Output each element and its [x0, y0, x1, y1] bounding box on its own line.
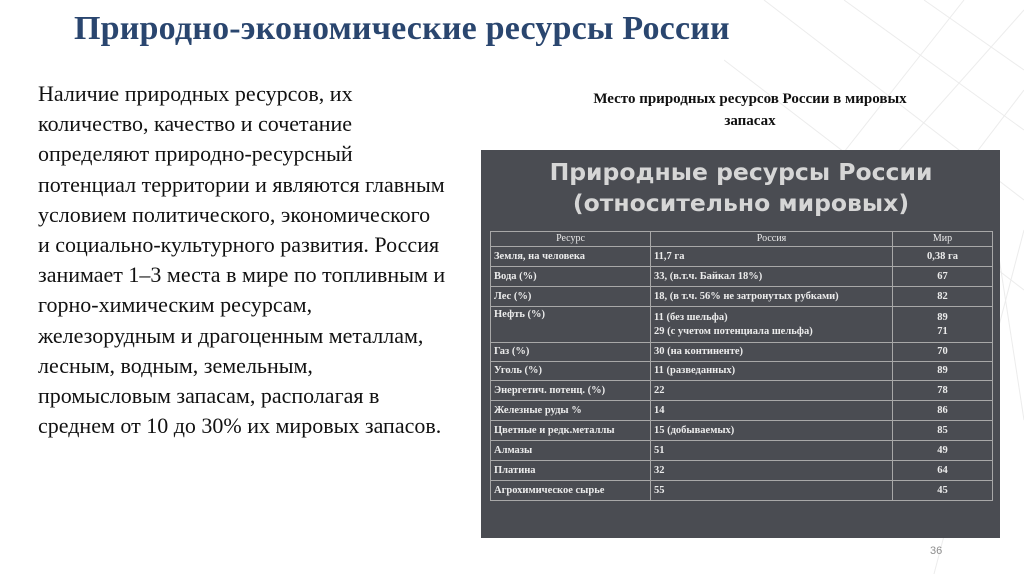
table-caption: Место природных ресурсов России в мировых запасах: [593, 91, 907, 129]
cell-resource: Агрохимическое сырье: [491, 481, 651, 501]
cell-resource: Платина: [491, 461, 651, 481]
table-row: [491, 287, 993, 307]
cell-resource: Энергетич. потенц. (%): [491, 381, 651, 401]
cell-resource: Газ (%): [491, 343, 651, 362]
cell-world: 64: [893, 461, 993, 481]
cell-world: 67: [893, 267, 993, 287]
table-row: [491, 461, 993, 481]
cell-russia: 11,7 га: [651, 247, 893, 267]
table-row: [491, 307, 993, 343]
cell-russia: 15 (добываемых): [651, 421, 893, 441]
cell-world: 78: [893, 381, 993, 401]
resource-table: [490, 231, 993, 501]
cell-resource: Нефть (%): [491, 307, 651, 343]
table-row: [491, 267, 993, 287]
table-heading-line2: (относительно мировых): [572, 189, 910, 217]
cell-world: 85: [893, 421, 993, 441]
cell-world: 49: [893, 441, 993, 461]
cell-world: 89: [893, 362, 993, 381]
table-row: [491, 381, 993, 401]
column-header-world: Мир: [893, 232, 993, 247]
cell-world-line1: 89: [937, 311, 948, 323]
cell-russia: 11 (разведанных): [651, 362, 893, 381]
table-row: [491, 401, 993, 421]
table-heading-line1: Природные ресурсы России: [549, 158, 933, 186]
cell-russia: 30 (на континенте): [651, 343, 893, 362]
table-row: [491, 441, 993, 461]
cell-russia: 51: [651, 441, 893, 461]
cell-russia: 32: [651, 461, 893, 481]
cell-russia-line1: 11 (без шельфа): [654, 311, 728, 323]
resource-table-panel: [481, 150, 1000, 538]
cell-russia-line2: 29 (с учетом потенциала шельфа): [654, 325, 813, 337]
page-number: 36: [930, 545, 943, 557]
table-row: [491, 421, 993, 441]
cell-russia: 22: [651, 381, 893, 401]
cell-resource: Железные руды %: [491, 401, 651, 421]
table-row: [491, 247, 993, 267]
cell-world: 0,38 га: [893, 247, 993, 267]
cell-resource: Вода (%): [491, 267, 651, 287]
table-row: [491, 481, 993, 501]
table-row: [491, 362, 993, 381]
cell-russia: 18, (в т.ч. 56% не затронутых рубками): [651, 287, 893, 307]
cell-world: 82: [893, 287, 993, 307]
cell-world: 70: [893, 343, 993, 362]
cell-world-line2: 71: [937, 325, 948, 337]
cell-russia: 55: [651, 481, 893, 501]
table-header-row: [491, 232, 993, 247]
cell-resource: Земля, на человека: [491, 247, 651, 267]
cell-world: [893, 307, 993, 343]
table-heading: [490, 157, 992, 219]
slide-title: Природно-экономические ресурсы России: [74, 10, 730, 47]
cell-russia: 33, (в.т.ч. Байкал 18%): [651, 267, 893, 287]
table-row: [491, 343, 993, 362]
cell-russia: [651, 307, 893, 343]
cell-resource: Лес (%): [491, 287, 651, 307]
cell-russia: 14: [651, 401, 893, 421]
cell-world: 86: [893, 401, 993, 421]
column-header-resource: Ресурс: [491, 232, 651, 247]
cell-resource: Уголь (%): [491, 362, 651, 381]
column-header-russia: Россия: [651, 232, 893, 247]
cell-resource: Цветные и редк.металлы: [491, 421, 651, 441]
cell-world: 45: [893, 481, 993, 501]
cell-resource: Алмазы: [491, 441, 651, 461]
body-paragraph: Наличие природных ресурсов, их количество, качество и сочетание определяют природно-ресурсный потенциал территории и являются главным условием политического, экономического и социально-культурного развития. Россия занимает 1–3 места в мире по топливным и горно-химическим ресурсам, железорудным и драгоценным металлам, лесным, водным, земельным, промысловым запасам, располагая в среднем от 10 до 30% их мировых запасов.: [38, 81, 446, 439]
